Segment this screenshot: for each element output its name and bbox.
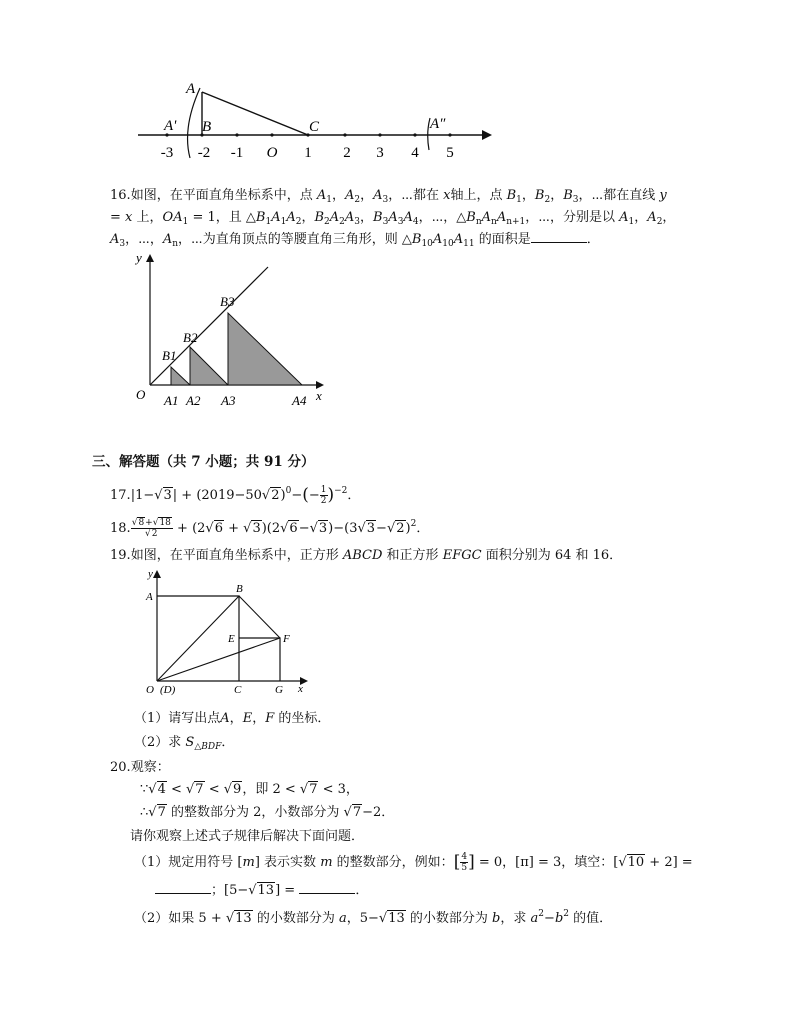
q16-text-2c: ，分别是以 (550, 210, 616, 225)
tick-label: 2 (343, 145, 351, 161)
q16-text-1: 如图，在平面直角坐标系中，点 (130, 188, 313, 203)
q18: 18. $\frac{√8+√18}{√2}$ + $(2√6 + √3)(2√6-√3)-(3√3-√2)^2$． (110, 518, 430, 539)
point-label-B: B (202, 119, 212, 135)
tick-label: 1 (304, 145, 312, 161)
label-A4: A4 (292, 393, 307, 408)
triangle-B2A2A3 (190, 347, 228, 385)
origin-label: O (136, 387, 146, 402)
q16-line2: = x 上，$OA_1 = 1$，且 $\triangle B_1A_1A_2$，$B_2A_2A_3$，$B_3A_3A_4$，⋯，$\triangle B_nA_nA_{n+1}$，⋯，分别是以 $A_1$，$A_2$， (110, 210, 676, 227)
tick-dot (343, 133, 346, 136)
q16-text-1d: 都在直线 (603, 188, 656, 203)
segment-AC (202, 92, 308, 135)
q20-blank-2[interactable] (299, 881, 355, 894)
q20-part1: （1）规定用符号 [m] 表示实数 m 的整数部分，例如：[ $\frac{4}{5}$ ] = 0，[π] = 3，填空：[√10 + 2] = (134, 852, 693, 873)
axis-arrow-icon (482, 130, 492, 140)
q19-part2: （2）求 $S_{\triangle BDF}$． (134, 735, 235, 752)
label-A2: A2 (186, 393, 201, 408)
label-B: B (236, 583, 243, 595)
y-axis-arrow-icon (153, 570, 161, 578)
segment-DF (157, 638, 280, 681)
segment-BF (239, 596, 280, 638)
q20-line3: 请你观察上述式子规律后解决下面问题． (130, 829, 365, 844)
q20-part2: （2）如果 5 + √13 的小数部分为 a，5−√13 的小数部分为 b，求 $a^2-b^2$ 的值． (134, 909, 613, 926)
q17: $17.|1-√3| + (2019-50√2)^0-(-$ $\frac{1}{2}$ )$^{-2}$． (110, 485, 361, 506)
number-line-figure (130, 78, 500, 163)
q16-line1: 16.如图，在平面直角坐标系中，点 $A_1$，$A_2$，$A_3$，⋯都在 x轴上，点 $B_1$，$B_2$，$B_3$，⋯都在直线 y (110, 188, 667, 205)
point-label-C: C (309, 119, 320, 135)
square-EFGC (239, 638, 280, 681)
tick-dot (270, 133, 273, 136)
tick-label: O (266, 145, 278, 161)
label-E: E (228, 633, 235, 645)
q19-part1: （1）请写出点A，E，F 的坐标． (134, 711, 331, 726)
q16-number: 16. (110, 188, 131, 203)
label-C: C (234, 684, 242, 696)
triangle-B3A3A4 (228, 313, 302, 385)
label-A3: A3 (221, 393, 236, 408)
label-B2: B2 (183, 330, 198, 345)
label-A: A (146, 591, 153, 603)
tick-dot (235, 133, 238, 136)
q20-line1: ∵√4 < √7 < √9，即 2 < √7 < 3， (140, 782, 359, 797)
q16-text-1b: 都在 (412, 188, 439, 203)
tick-label: -1 (230, 145, 244, 161)
q20-part1-blanks: ；[5−√13] = ． (155, 880, 368, 902)
label-F: F (283, 633, 290, 645)
q19-graph (140, 568, 315, 698)
label-B1: B1 (162, 348, 177, 363)
q16-text-2a: 上， (136, 210, 163, 225)
y-label: y (136, 250, 142, 265)
label-D: (D) (160, 684, 176, 696)
tick-dot (378, 133, 381, 136)
x-label: x (316, 388, 322, 403)
tick-dot (448, 133, 451, 136)
tick-label: 5 (446, 145, 454, 161)
label-G: G (275, 684, 283, 696)
triangle-B1A1A2 (171, 367, 190, 385)
label-O: O (146, 684, 154, 696)
q16-text-1c: 轴上，点 (450, 188, 503, 203)
section-3-title: 三、解答题（共 7 小题；共 91 分） (92, 454, 315, 470)
y-label: y (148, 568, 153, 580)
point-label-A2: A″ (430, 116, 446, 132)
tick-label: 3 (376, 145, 384, 161)
q20-blank-1[interactable] (155, 881, 211, 894)
label-A1: A1 (164, 393, 179, 408)
tick-label: -3 (160, 145, 174, 161)
q16-answer-blank[interactable] (531, 230, 587, 243)
y-axis-arrow-icon (146, 254, 154, 262)
tick-label: -2 (197, 145, 211, 161)
q20-title: 20.观察： (110, 760, 170, 775)
x-label: x (298, 683, 303, 695)
q19-stem: 19.如图，在平面直角坐标系中，正方形 ABCD 和正方形 EFGC 面积分别为 64 和 16． (110, 548, 623, 563)
segment-DB (157, 596, 239, 681)
tick-dot (413, 133, 416, 136)
label-B3: B3 (220, 294, 235, 309)
point-label-A1: A' (164, 118, 177, 134)
q20-line2: ∴√7 的整数部分为 2，小数部分为 √7−2． (140, 805, 395, 820)
tick-label: 4 (411, 145, 419, 161)
q16-graph (128, 250, 338, 415)
q16-text-3a: 为直角顶点的等腰直角三角形，则 (202, 232, 398, 247)
point-label-A: A (186, 81, 196, 97)
q16-text-3b: 的面积是 (478, 232, 531, 247)
q16-text-2b: ，且 (215, 210, 242, 225)
q16-line3: $A_3$，⋯，$A_n$，⋯为直角顶点的等腰直角三角形，则 $\triangle B_{10}A_{10}A_{11}$ 的面积是 ． (110, 232, 600, 249)
